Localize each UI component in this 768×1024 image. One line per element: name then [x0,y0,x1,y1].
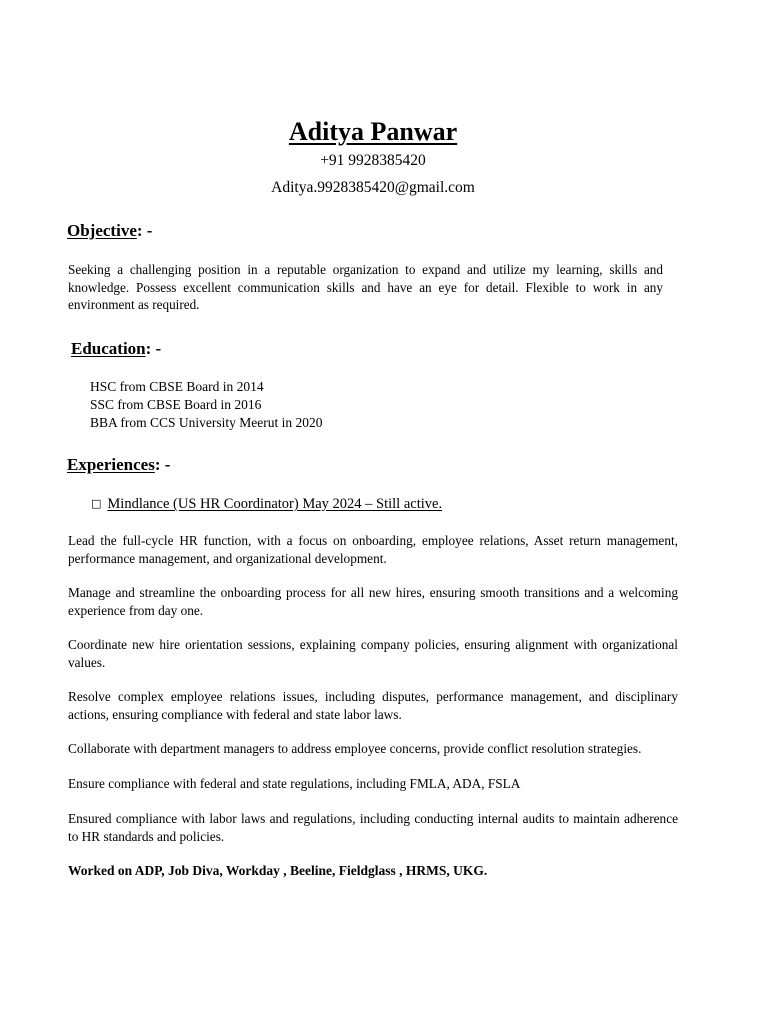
candidate-name: Aditya Panwar [288,117,458,146]
objective-heading: Objective: - [67,221,153,240]
checkbox-bullet-icon: □ [91,497,102,510]
education-item: BBA from CCS University Meerut in 2020 [90,414,323,430]
experience-paragraph: Ensured compliance with labor laws and regulations, including conducting internal audits to maintain adherence to HR standards and policies. [68,811,678,844]
job-entry [91,494,442,514]
experience-paragraph: Resolve complex employee relations issues, including disputes, performance management, and disciplinary actions, ensuring compliance with federal and state labor laws. [68,689,678,722]
education-item: HSC from CBSE Board in 2014 [90,379,264,394]
job-title: Mindlance (US HR Coordinator) May 2024 – Still active. [107,496,443,512]
education-list [90,378,323,431]
education-item: SSC from CBSE Board in 2016 [90,396,262,412]
tools-summary: Worked on ADP, Job Diva, Workday , Beeline, Fieldglass , HRMS, UKG. [68,863,488,878]
experience-heading: Experiences: - [67,455,171,474]
experience-paragraph: Manage and streamline the onboarding process for all new hires, ensuring smooth transitions and a welcoming experience from day one. [68,585,678,618]
objective-text: Seeking a challenging position in a reputable organization to expand and utilize my learning, skills and knowledge. Possess excellent communication skills and have an eye for detail. Flexible to work in any environment as required. [68,262,663,312]
education-heading: Education: - [71,339,162,358]
experience-paragraph: Lead the full-cycle HR function, with a focus on onboarding, employee relations, Asset return management, performance management, and organizational development. [68,533,678,566]
email-address: Aditya.9928385420@gmail.com [271,179,475,196]
experience-paragraph: Coordinate new hire orientation sessions, explaining company policies, ensuring alignment with organizational values. [68,637,678,670]
experience-paragraph: Collaborate with department managers to address employee concerns, provide conflict resolution strategies. [68,741,642,756]
experience-paragraph: Ensure compliance with federal and state regulations, including FMLA, ADA, FSLA [68,776,521,791]
phone-number: +91 9928385420 [320,152,426,169]
